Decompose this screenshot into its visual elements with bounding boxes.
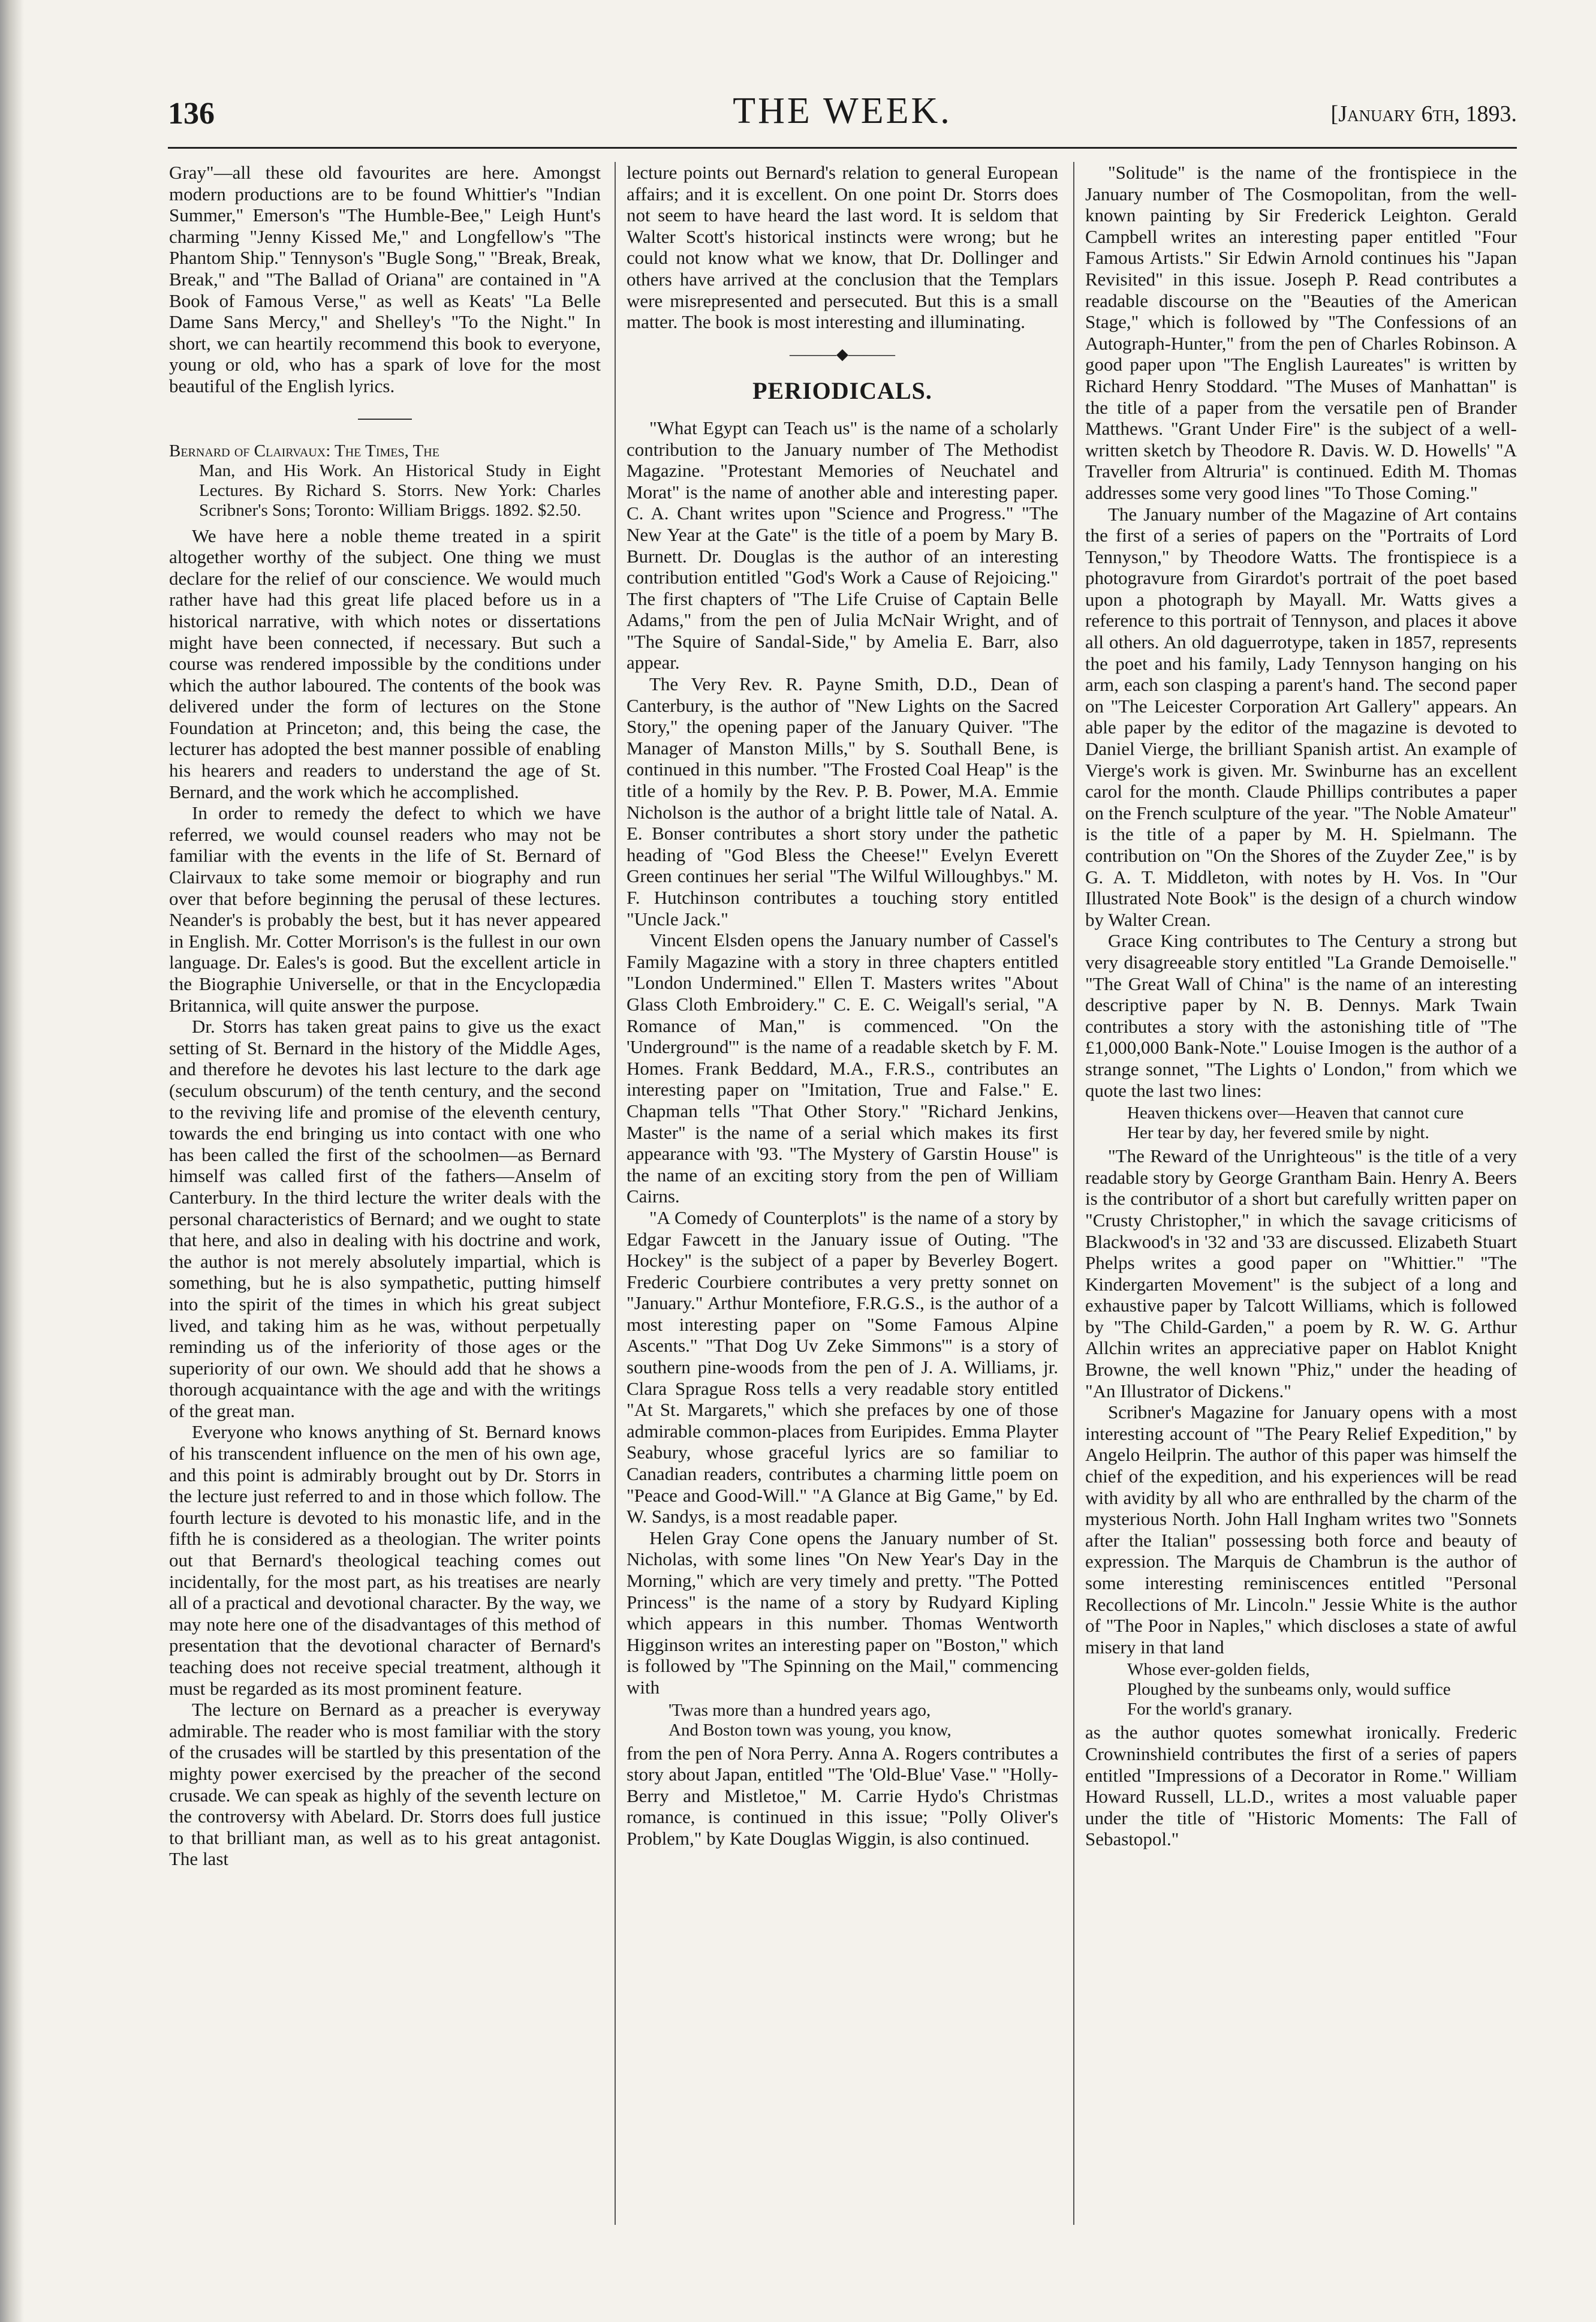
paragraph: The January number of the Magazine of Art contains the first of a series of papers on the "Portraits of Lord Tennyson," by Theodore Watts. The frontispiece is a photogravure from Girardot's portrait of the poet based upon a photograph by Mayall. Mr. Watts gives a reference to this portrait of Tennyson, and places it above all others. An old daguerrotype, taken in 1857, represents the poet and his family, Lady Tennyson hanging on his arm, each son clasping a parent's hand. The second paper on "The Leicester Corporation Art Gallery" appears. An able paper by the editor of the magazine is devoted to Daniel Vierge, the brilliant Spanish artist. An example of Vierge's work is given. Mr. Swinburne has an excellent carol for the month. Claude Phillips contributes a paper on the French sculpture of the year. "The Noble Amateur" is the title of a paper by M. H. Spielmann. The contribution on "On the Shores of the Zuyder Zee," is by G. A. T. Middleton, with notes by H. Vos. In "Our Illustrated Note Book" is the design of a church window by Walter Crean.	[1085, 503, 1517, 930]
journal-title: THE WEEK.	[733, 91, 952, 131]
column-divider	[1073, 162, 1074, 2225]
review-heading-details: Man, and His Work. An Historical Study in Eight Lectures. By Richard S. Storrs. New York: Charles Scribner's Sons; Toronto: William Briggs. 1892. $2.50.	[199, 461, 601, 520]
verse-line: Her tear by day, her fevered smile by night.	[1127, 1123, 1429, 1143]
review-heading	[169, 441, 601, 521]
paragraph: lecture points out Bernard's relation to general European affairs; and it is excellent. On one point Dr. Storrs does not seem to have heard the last word. It is seldom that Walter Scott's historical instincts were wrong; but he could not know what we know, that Dr. Dollinger and others have arrived at the conclusion that the Templars were misrepresented and persecuted. But this is a small matter. The book is most interesting and illuminating.	[627, 162, 1058, 333]
paragraph: Helen Gray Cone opens the January number of St. Nicholas, with some lines "On New Year's Day in the Morning," which are very timely and pretty. "The Potted Princess" is the name of a story by Rudyard Kipling which appears in this number. Thomas Wentworth Higginson writes an interesting paper on "Boston," which is followed by "The Spinning on the Mail," commencing with	[627, 1527, 1058, 1698]
paragraph: The Very Rev. R. Payne Smith, D.D., Dean of Canterbury, is the author of "New Lights on the Sacred Story," the opening paper of the January Quiver. "The Manager of Manston Mills," by S. Southall Bene, is continued in this number. "The Frosted Coal Heap" is the title of a homily by the Rev. P. B. Power, M.A. Emmie Nicholson is the author of a bright little tale of Natal. A. E. Bonser contributes a short story under the pathetic heading of "God Bless the Cheese!" Evelyn Everett Green continues her serial "The Wilful Willoughbys." M. F. Hutchinson contributes a touching story entitled "Uncle Jack."	[627, 673, 1058, 930]
paragraph: Gray"—all these old favourites are here. Amongst modern productions are to be found Whittier's "Indian Summer," Emerson's "The Humble-Bee," Leigh Hunt's charming "Jenny Kissed Me," and Longfellow's "The Phantom Ship." Tennyson's "Bugle Song," "Break, Break, Break," and "The Ballad of Oriana" are contained in "A Book of Famous Verse," as well as Keats' "La Belle Dame Sans Mercy," and Shelley's "To the Night." In short, we can heartily recommend this book to everyone, young or old, who has a spark of love for the most beautiful of the English lyrics.	[169, 162, 601, 396]
verse-line: 'Twas more than a hundred years ago,	[668, 1700, 931, 1720]
section-title: PERIODICALS.	[752, 377, 932, 405]
verse-line: Heaven thickens over—Heaven that cannot cure	[1127, 1103, 1464, 1123]
paragraph: In order to remedy the defect to which we have referred, we would counsel readers who may not be familiar with the events in the life of St. Bernard of Clairvaux to take some memoir or biography and run over that before beginning the perusal of these lectures. Neander's is probably the best, but it has never appeared in English. Mr. Cotter Morrison's is the fullest in our own language. Dr. Eales's is good. But the excellent article in the Biographie Universelle, or that in the Encyclopædia Britannica, will quite answer the purpose.	[169, 802, 601, 1016]
verse-line: Whose ever-golden fields,	[1127, 1660, 1310, 1680]
paragraph: Dr. Storrs has taken great pains to give us the exact setting of St. Bernard in the history of the Middle Ages, and therefore he devotes his last lecture to the dark age (seculum obscurum) of the tenth century, and the second to the reviving life and promise of the eleventh century, towards the end bringing us into contact with one who has been called the first of the schoolmen—as Bernard himself was called first of the fathers—Anselm of Canterbury. In the third lecture the writer deals with the personal characteristics of Bernard; and we ought to state that here, and also in dealing with his doctrine and work, the author is not merely absolutely impartial, which is something, but he is also sympathetic, putting himself into the spirit of the times in which his great subject lived, and taking him as he was, without perpetually reminding us of the inferiority of those ages or the superiority of our own. We should add that he shows a thorough acquaintance with the age and with the writings of the great man.	[169, 1016, 601, 1421]
verse-quote	[668, 1701, 1058, 1740]
column-1	[169, 162, 601, 2297]
page-number: 136	[168, 97, 215, 131]
paragraph: We have here a noble theme treated in a spirit altogether worthy of the subject. One thing we must declare for the relief of our conscience. We would much rather have had this great life placed before us in a historical narrative, with which notes or dissertations might have been connected, if necessary. But such a course was rendered impossible by the conditions under which the author laboured. The contents of the book was delivered under the form of lectures on the Stone Foundation at Princeton; and, this being the case, the lecturer has adopted the best manner possible of enabling his hearers and readers to understand the age of St. Bernard, and the work which he accomplished.	[169, 525, 601, 802]
column-2	[627, 162, 1058, 2297]
column-3	[1085, 162, 1517, 2297]
scan-edge	[0, 0, 24, 2322]
paragraph: Scribner's Magazine for January opens with a most interesting account of "The Peary Relief Expedition," by Angelo Heilprin. The author of this paper was himself the chief of the expedition, and his experiences will be read with avidity by all who are enthralled by the charm of the mysterious North. John Hall Ingham writes two "Sonnets after the Italian" possessing both force and beauty of expression. The Marquis de Chambrun is the author of some interesting reminiscences entitled "Personal Recollections of Mr. Lincoln." Jessie White is the author of "The Poor in Naples," which discloses a state of awful misery in that land	[1085, 1401, 1517, 1658]
issue-date: [January 6th, 1893.	[1330, 101, 1517, 127]
paragraph: "The Reward of the Unrighteous" is the title of a very readable story by George Grantham Bain. Henry A. Beers is the contributor of a short but carefully written paper on "Crusty Christopher," in which the savage criticisms of Blackwood's in '32 and '33 are discussed. Elizabeth Stuart Phelps writes a good paper on "Whittier." "The Kindergarten Movement" is the subject of a long and exhaustive paper by Talcott Williams, which is followed by "The Child-Garden," a poem by R. W. G. Arthur Allchin writes an appreciative paper on Hablot Knight Browne, the well known "Phiz," under the heading of "An Illustrator of Dickens."	[1085, 1145, 1517, 1401]
page-header	[168, 90, 1517, 144]
paragraph: as the author quotes somewhat ironically. Frederic Crowninshield contributes the first of a series of papers entitled "Impressions of a Decorator in Rome." William Howard Russell, LL.D., writes a most valuable paper under the title of "Historic Moments: The Fall of Sebastopol."	[1085, 1722, 1517, 1850]
section-divider	[358, 419, 412, 420]
paragraph: "Solitude" is the name of the frontispiece in the January number of The Cosmopolitan, from the well-known painting by Sir Frederick Leighton. Gerald Campbell writes an interesting paper entitled "Four Famous Artists." Sir Edwin Arnold continues his "Japan Revisited" in this issue. Joseph P. Read contributes a readable discourse on the "Beauties of the American Stage," which is followed by "The Confessions of an Autograph-Hunter," from the pen of Charles Robinson. A good paper upon "The English Laureates" is written by Richard Henry Stoddard. "The Muses of Manhattan" is the title of a paper from the versatile pen of Brander Matthews. "Grant Under Fire" is the subject of a well-written sketch by Theodore R. Davis. W. D. Howells' "A Traveller from Altruria" is continued. Edith M. Thomas addresses some very good lines "To Those Coming."	[1085, 162, 1517, 503]
review-heading-title: Bernard of Clairvaux: The Times, The	[169, 441, 439, 461]
verse-line: And Boston town was young, you know,	[668, 1720, 951, 1740]
column-divider	[615, 162, 616, 2225]
paragraph: "A Comedy of Counterplots" is the name of a story by Edgar Fawcett in the January issue of Outing. "The Hockey" is the subject of a paper by Beverley Bogert. Frederic Courbiere contributes a very pretty sonnet on "January." Arthur Montefiore, F.R.G.S., is the author of a most interesting paper on "Some Famous Alpine Ascents." "That Dog Uv Zeke Simmons'" is a story of southern pine-woods from the pen of J. A. Williams, jr. Clara Sprague Ross tells a very readable story entitled "At St. Margarets," which she prefaces by one of those admirable common-places from Euripides. Emma Playter Seabury, whose graceful lyrics are so familiar to Canadian readers, contributes a charming little poem on "Peace and Good-Will." "A Glance at Big Game," by Ed. W. Sandys, is a most readable paper.	[627, 1207, 1058, 1527]
verse-line: Ploughed by the sunbeams only, would suffice	[1127, 1680, 1451, 1700]
paragraph: "What Egypt can Teach us" is the name of a scholarly contribution to the January number of The Methodist Magazine. "Protestant Memories of Neuchatel and Morat" is the name of another able and interesting paper. C. A. Chant writes upon "Science and Progress." "The New Year at the Gate" is the title of a poem by Mary B. Burnett. Dr. Douglas is the author of an interesting contribution entitled "God's Work a Cause of Rejoicing." The first chapters of "The Life Cruise of Captain Belle Adams," from the pen of Julia McNair Wright, and of "The Squire of Sandal-Side," by Amelia E. Barr, also appear.	[627, 417, 1058, 673]
ornament-divider: ———◆———	[790, 345, 895, 363]
paragraph: Vincent Elsden opens the January number of Cassel's Family Magazine with a story in three chapters entitled "London Undermined." Ellen T. Masters writes "About Glass Cloth Embroidery." C. E. C. Weigall's serial, "A Romance of Man," is commenced. "On the 'Underground'" is the name of a readable sketch by F. M. Homes. Frank Beddard, M.A., F.R.S., contributes an interesting paper on "Imitation, True and False." E. Chapman tells "That Other Story." "Richard Jenkins, Master" is the name of a serial which makes its first appearance with '93. "The Mystery of Garstin House" is the name of an exciting story from the pen of William Cairns.	[627, 930, 1058, 1207]
verse-line: For the world's granary.	[1127, 1700, 1293, 1719]
header-rule	[168, 147, 1517, 149]
paragraph: Grace King contributes to The Century a strong but very disagreeable story entitled "La Grande Demoiselle." "The Great Wall of China" is the name of an interesting descriptive paper by N. B. Dennys. Mark Twain contributes a story with the astonishing title of "The £1,000,000 Bank-Note." Louise Imogen is the author of a strange sonnet, "The Lights o' London," from which we quote the last two lines:	[1085, 930, 1517, 1101]
paragraph: Everyone who knows anything of St. Bernard knows of his transcendent influence on the men of his own age, and this point is admirably brought out by Dr. Storrs in the lecture just referred to and in those which follow. The fourth lecture is devoted to his monastic life, and in the fifth he is considered as a theologian. The writer points out that Bernard's theological teaching comes out incidentally, for the most part, as his treatises are nearly all of a practical and devotional character. By the way, we may note here one of the disadvantages of this method of presentation that the devotional character of Bernard's teaching does not receive special treatment, although it must be regarded as its most prominent feature.	[169, 1421, 601, 1699]
verse-quote	[1127, 1103, 1517, 1143]
paragraph: from the pen of Nora Perry. Anna A. Rogers contributes a story about Japan, entitled "The 'Old-Blue' Vase." "Holly-Berry and Mistletoe," M. Carrie Hydo's Christmas romance, is continued in this issue; "Polly Oliver's Problem," by Kate Douglas Wiggin, is also continued.	[627, 1742, 1058, 1849]
paragraph: The lecture on Bernard as a preacher is everyway admirable. The reader who is most familiar with the story of the crusades will be startled by this presentation of the mighty power exercised by the preacher of the second crusade. We can speak as highly of the seventh lecture on the controversy with Abelard. Dr. Storrs does full justice to that brilliant man, as well as to his great antagonist. The last	[169, 1699, 601, 1870]
verse-quote	[1127, 1660, 1517, 1719]
